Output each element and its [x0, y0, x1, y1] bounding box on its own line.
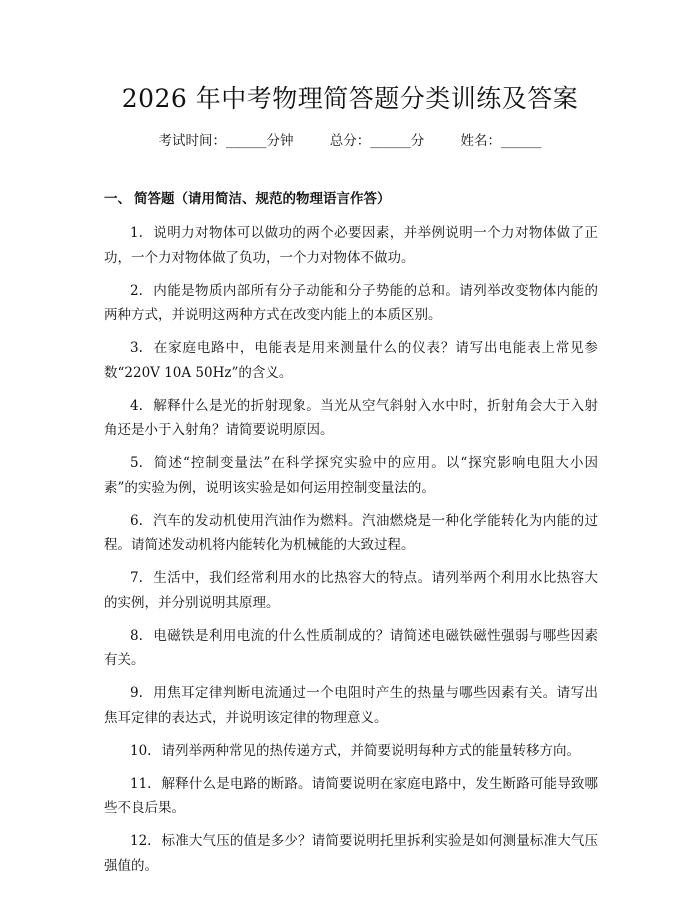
section-heading [104, 189, 391, 209]
section-title: 简答题（请用简洁、规范的物理语言作答） [134, 191, 391, 207]
question-text: 汽车的发动机使用汽油作为燃料。汽油燃烧是一种化学能转化为内能的过程。请简述发动机将内能转化为机械能的大致过程。 [104, 512, 598, 553]
question-item [104, 336, 598, 385]
question-text: 生活中，我们经常利用水的比热容大的特点。请列举两个利用水比热容大的实例，并分别说明其原理。 [104, 570, 598, 611]
question-item [104, 279, 598, 328]
student-name-field: 姓名：______ [460, 133, 542, 149]
question-text: 电磁铁是利用电流的什么性质制成的？请简述电磁铁磁性强弱与哪些因素有关。 [104, 627, 598, 668]
question-item [104, 829, 598, 878]
question-text: 标准大气压的值是多少？请简要说明托里拆利实验是如何测量标准大气压强值的。 [104, 833, 598, 874]
question-item [104, 566, 598, 615]
question-number: 4. [130, 397, 143, 414]
question-item [104, 394, 598, 443]
question-item [104, 624, 598, 673]
question-text: 用焦耳定律判断电流通过一个电阻时产生的热量与哪些因素有关。请写出焦耳定律的表达式，并说明该定律的物理意义。 [104, 685, 598, 726]
question-list [104, 221, 598, 887]
question-number: 7. [130, 570, 143, 586]
question-text: 请列举两种常见的热传递方式，并简要说明每种方式的能量转移方向。 [161, 742, 580, 759]
question-text: 在家庭电路中，电能表是用来测量什么的仪表？请写出电能表上常见参数“220V 10A 50Hz”的含义。 [104, 340, 598, 381]
question-number: 3. [130, 340, 143, 356]
question-number: 12. [130, 833, 152, 849]
question-text: 解释什么是光的折射现象。当光从空气斜射入水中时，折射角会大于入射角还是小于入射角？请简要说明原因。 [104, 397, 598, 438]
exam-info-line [0, 131, 700, 151]
question-number: 8. [130, 627, 143, 644]
exam-time-field: 考试时间：______分钟 [158, 133, 294, 149]
total-score-field: 总分：______分 [329, 133, 425, 149]
question-item [104, 221, 598, 270]
question-text: 说明力对物体可以做功的两个必要因素，并举例说明一个力对物体做了正功，一个力对物体做了负功，一个力对物体不做功。 [104, 225, 598, 266]
question-item [104, 739, 598, 764]
question-number: 1. [130, 225, 143, 241]
question-number: 6. [130, 512, 143, 529]
question-item [104, 772, 598, 821]
question-number: 5. [130, 455, 143, 471]
question-item [104, 451, 598, 500]
question-item [104, 681, 598, 730]
question-text: 内能是物质内部所有分子动能和分子势能的总和。请列举改变物体内能的两种方式，并说明这两种方式在改变内能上的本质区别。 [104, 282, 598, 323]
question-number: 10. [130, 742, 152, 759]
question-number: 9. [130, 685, 143, 701]
question-number: 11. [130, 775, 152, 792]
question-number: 2. [130, 282, 143, 299]
question-text: 解释什么是电路的断路。请简要说明在家庭电路中，发生断路可能导致哪些不良后果。 [104, 775, 598, 816]
document-title: 2026 年中考物理简答题分类训练及答案 [121, 84, 579, 113]
section-number: 一、 [104, 191, 131, 207]
question-item [104, 509, 598, 558]
question-text: 简述“控制变量法”在科学探究实验中的应用。以“探究影响电阻大小因素”的实验为例，说明该实验是如何运用控制变量法的。 [104, 455, 598, 496]
